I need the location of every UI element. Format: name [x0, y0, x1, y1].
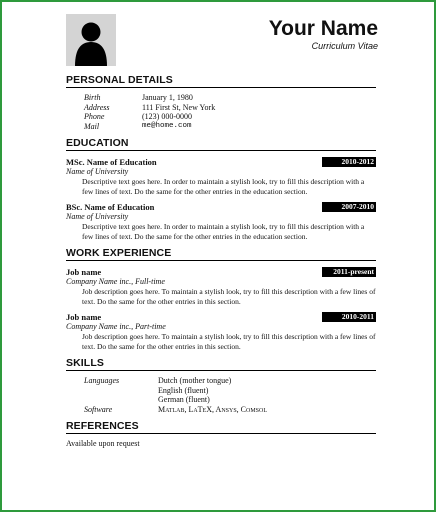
- detail-value: January 1, 1980: [142, 93, 193, 102]
- entry-description: Descriptive text goes here. In order to maintain a stylish look, try to fill this description with a few lines of text. Do the same for the other entries in the education section.: [82, 177, 365, 196]
- education-entry: [66, 201, 376, 241]
- degree-title: BSc. Name of Education: [66, 201, 155, 212]
- section-title: SKILLS: [66, 357, 376, 371]
- person-silhouette-icon: [66, 14, 116, 66]
- skills-software-row: [66, 405, 376, 415]
- detail-row-birth: [66, 93, 376, 103]
- skills-section: [66, 357, 376, 414]
- company-name: Company Name inc., Part-time: [66, 322, 166, 331]
- skills-label: Languages: [84, 376, 120, 385]
- language-item: Dutch (mother tongue): [158, 376, 232, 385]
- entry-description: Job description goes here. To maintain a stylish look, try to fill this description with a few lines of text. Do the same for the other entries in this section.: [82, 287, 376, 306]
- section-title: EDUCATION: [66, 137, 376, 151]
- job-title: Job name: [66, 311, 102, 322]
- detail-row-address: [66, 103, 376, 113]
- degree-title: MSc. Name of Education: [66, 156, 157, 167]
- skills-label: Software: [84, 404, 113, 414]
- detail-label: Address: [84, 102, 110, 112]
- section-title: WORK EXPERIENCE: [66, 247, 376, 261]
- personal-details-section: [66, 74, 376, 131]
- email-link[interactable]: me@home.com: [142, 121, 192, 130]
- company-name: Company Name inc., Full-time: [66, 277, 165, 286]
- detail-row-phone: [66, 112, 376, 122]
- detail-label: Phone: [84, 112, 105, 121]
- language-item: German (fluent): [158, 395, 210, 404]
- detail-label: Birth: [84, 93, 101, 102]
- institution-name: Name of University: [66, 167, 129, 176]
- references-section: [66, 420, 376, 449]
- date-badge: 2011-present: [322, 267, 376, 277]
- work-experience-section: [66, 247, 376, 351]
- education-section: [66, 137, 376, 241]
- institution-name: Name of University: [66, 212, 129, 221]
- date-badge: 2010-2011: [322, 312, 376, 322]
- detail-value: (123) 000-0000: [142, 112, 192, 121]
- header: [269, 18, 378, 52]
- date-badge: 2007-2010: [322, 202, 376, 212]
- detail-value: 111 First St, New York: [142, 102, 216, 112]
- detail-row-mail: [66, 122, 376, 132]
- skills-languages-row: [66, 376, 376, 405]
- references-text: Available upon request: [66, 439, 140, 448]
- entry-description: Descriptive text goes here. In order to maintain a stylish look, try to fill this description with a few lines of text. Do the same for the other entries in the education section.: [82, 222, 365, 241]
- job-entry: [66, 266, 376, 306]
- software-list: Matlab, LaTeX, Ansys, Comsol: [158, 404, 268, 414]
- cv-subtitle: Curriculum Vitae: [311, 41, 378, 51]
- entry-description: Job description goes here. To maintain a stylish look, try to fill this description with a few lines of text. Do the same for the other entries in this section.: [82, 332, 376, 351]
- cv-content: [66, 74, 376, 455]
- cv-name: Your Name: [268, 17, 378, 40]
- language-item: English (fluent): [158, 385, 209, 395]
- job-entry: [66, 311, 376, 351]
- date-badge: 2010-2012: [322, 157, 376, 167]
- detail-label: Mail: [84, 121, 100, 131]
- education-entry: [66, 156, 376, 196]
- job-title: Job name: [66, 266, 102, 277]
- section-title: REFERENCES: [66, 420, 376, 434]
- section-title: PERSONAL DETAILS: [66, 74, 376, 88]
